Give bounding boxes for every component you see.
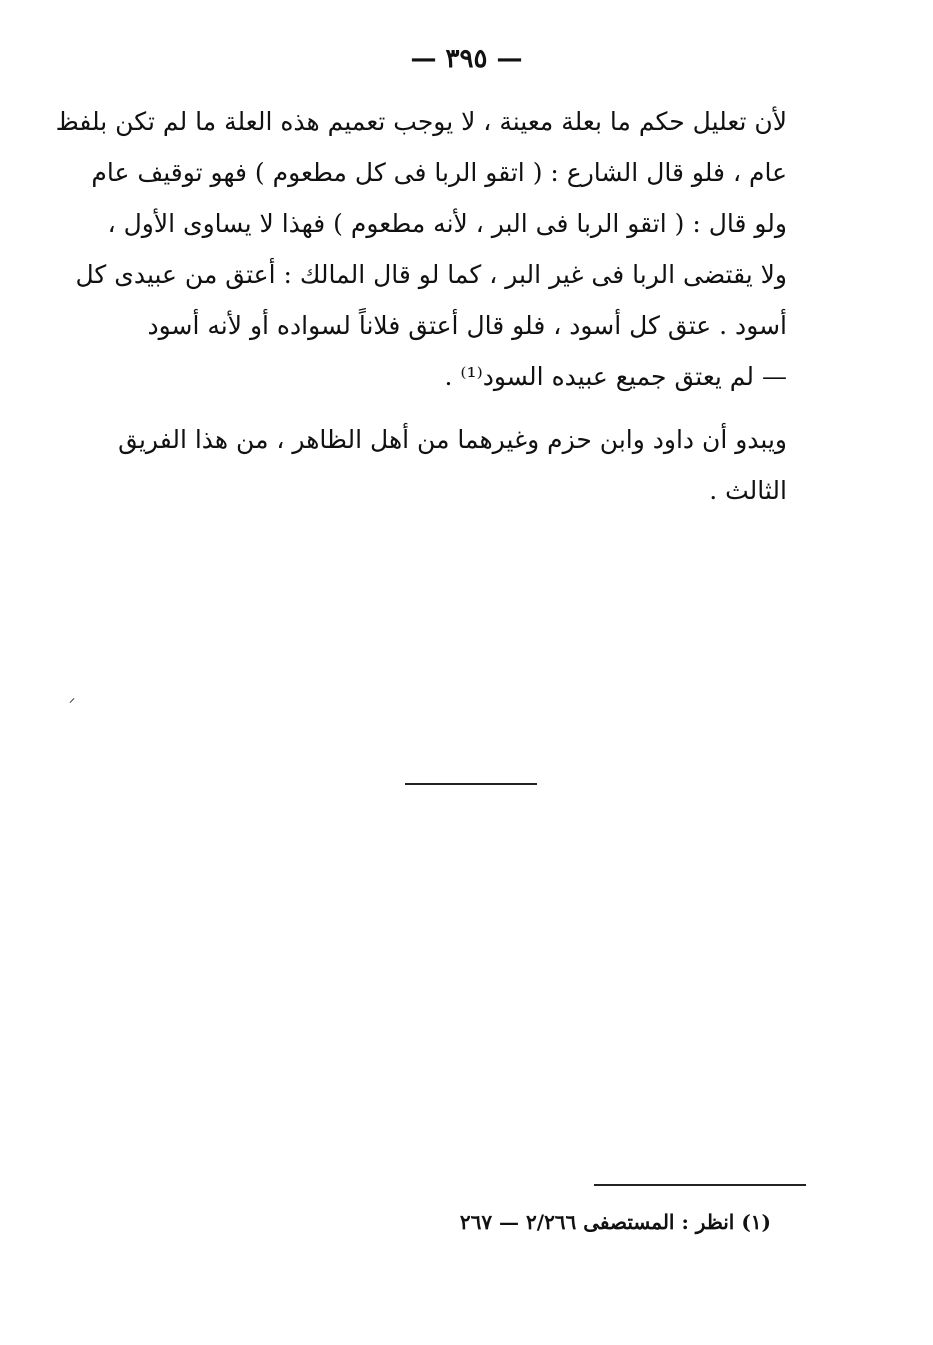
body-paragraph-1 <box>55 96 787 402</box>
body-paragraph-2 <box>118 414 787 516</box>
text-line: الثالث . <box>709 476 787 505</box>
text-line: أسود . عتق كل أسود ، فلو قال أعتق فلاناً لسواده أو لأنه أسود <box>147 311 787 340</box>
section-divider <box>405 783 537 785</box>
text-line: ويبدو أن داود وابن حزم وغيرهما من أهل الظاهر ، من هذا الفريق <box>118 425 787 454</box>
footnote: (١) انظر : المستصفى ٢/٢٦٦ — ٢٦٧ <box>459 1210 771 1234</box>
text-line: — لم يعتق جميع عبيده السود⁽¹⁾ . <box>444 362 787 391</box>
text-line: لأن تعليل حكم ما بعلة معينة ، لا يوجب تعميم هذه العلة ما لم تكن بلفظ <box>55 107 787 136</box>
text-line: ولا يقتضى الربا فى غير البر ، كما لو قال المالك : أعتق من عبيدى كل <box>75 260 787 289</box>
text-line: عام ، فلو قال الشارع : ( اتقو الربا فى كل مطعوم ) فهو توقيف عام <box>91 158 787 187</box>
text-line: ولو قال : ( اتقو الربا فى البر ، لأنه مطعوم ) فهذا لا يساوى الأول ، <box>107 209 787 238</box>
footnote-divider <box>594 1184 806 1186</box>
stray-mark <box>70 698 75 703</box>
page-number: — ٣٩٥ — <box>410 44 523 74</box>
